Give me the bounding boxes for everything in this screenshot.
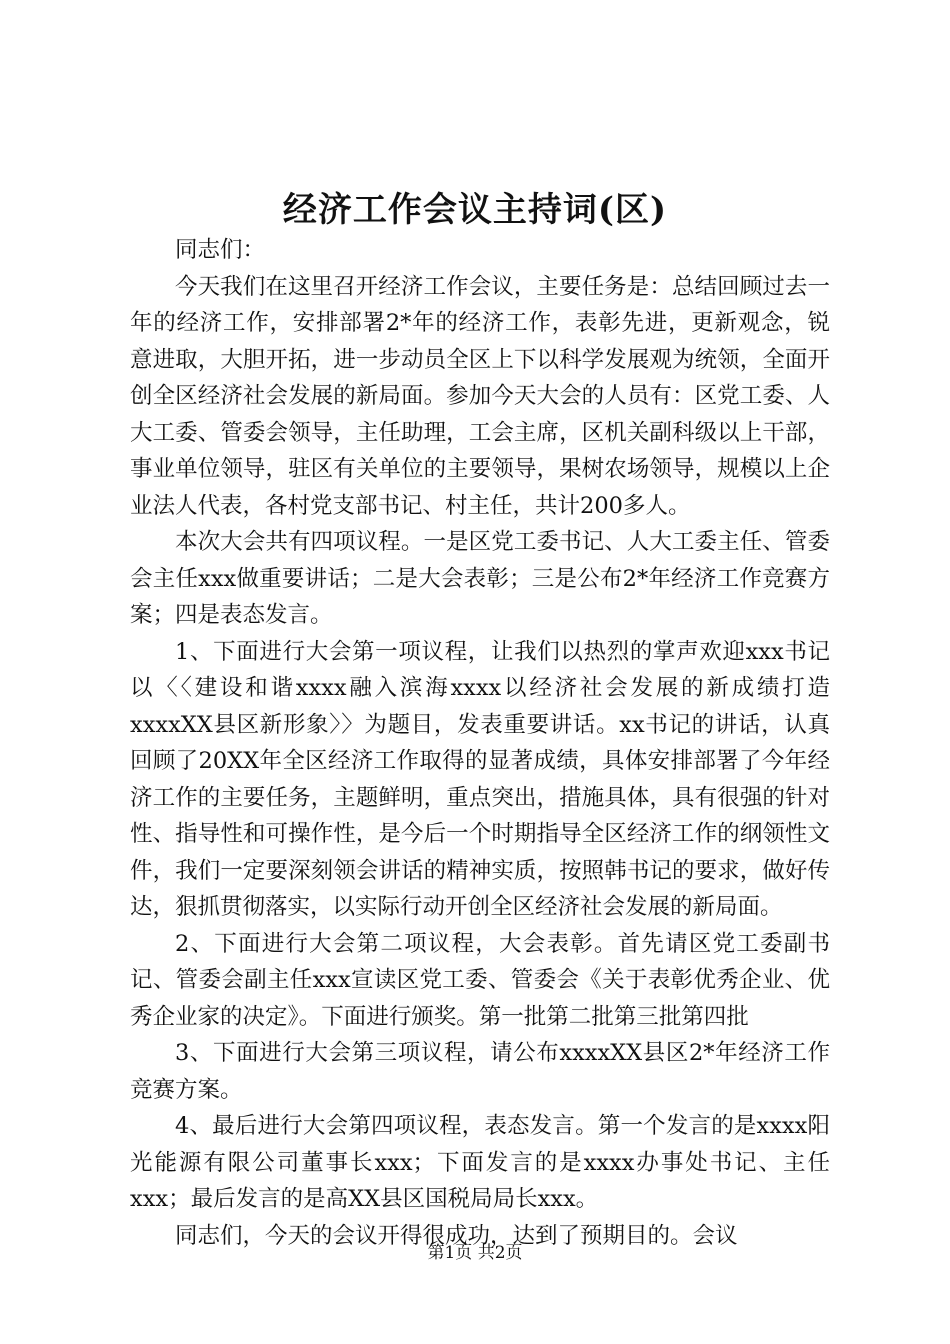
paragraph-item-1: 1、下面进行大会第一项议程，让我们以热烈的掌声欢迎xxx书记以〈〈建设和谐xxxx融入滨海xxxx以经济社会发展的新成绩打造xxxxXX县区新形象〉〉为题目，发表重要讲话。xx书记的讲话，认真回顾了20XX年全区经济工作取得的显著成绩，具体安排部署了今年经济工作的主要任务，主题鲜明，重点突出，措施具体，具有很强的针对性、指导性和可操作性，是今后一个时期指导全区经济工作的纲领性文件，我们一定要深刻领会讲话的精神实质，按照韩书记的要求，做好传达，狠抓贯彻落实，以实际行动开创全区经济社会发展的新局面。 — [130, 638, 830, 920]
paragraph-intro: 今天我们在这里召开经济工作会议，主要任务是：总结回顾过去一年的经济工作，安排部署2*年的经济工作，表彰先进，更新观念，锐意进取，大胆开拓，进一步动员全区上下以科学发展观为统领，全面开创全区经济社会发展的新局面。参加今天大会的人员有：区党工委、人大工委、管委会领导，主任助理，工会主席，区机关副科级以上干部，事业单位领导，驻区有关单位的主要领导，果树农场领导，规模以上企业法人代表，各村党支部书记、村主任，共计200多人。 — [130, 273, 830, 519]
paragraph-item-4: 4、最后进行大会第四项议程，表态发言。第一个发言的是xxxx阳光能源有限公司董事长xxx；下面发言的是xxxx办事处书记、主任xxx；最后发言的是高XX县区国税局局长xxx。 — [130, 1113, 830, 1212]
document-body — [130, 232, 830, 1254]
page-number-footer: 第1页 共2页 — [427, 1243, 523, 1263]
paragraph-salutation: 同志们： — [175, 237, 266, 263]
paragraph-agenda: 本次大会共有四项议程。一是区党工委书记、人大工委主任、管委会主任xxx做重要讲话；二是大会表彰；三是公布2*年经济工作竞赛方案；四是表态发言。 — [130, 529, 830, 628]
paragraph-item-2: 2、下面进行大会第二项议程，大会表彰。首先请区党工委副书记、管委会副主任xxx宣读区党工委、管委会《关于表彰优秀企业、优秀企业家的决定》。下面进行颁奖。第一批第二批第三批第四批 — [130, 930, 830, 1030]
paragraph-closing: 同志们，今天的会议开得很成功，达到了预期目的。会议 — [175, 1222, 738, 1249]
document-title: 经济工作会议主持词(区) — [282, 190, 668, 230]
paragraph-item-3: 3、下面进行大会第三项议程，请公布xxxxXX县区2*年经济工作竞赛方案。 — [130, 1040, 830, 1103]
